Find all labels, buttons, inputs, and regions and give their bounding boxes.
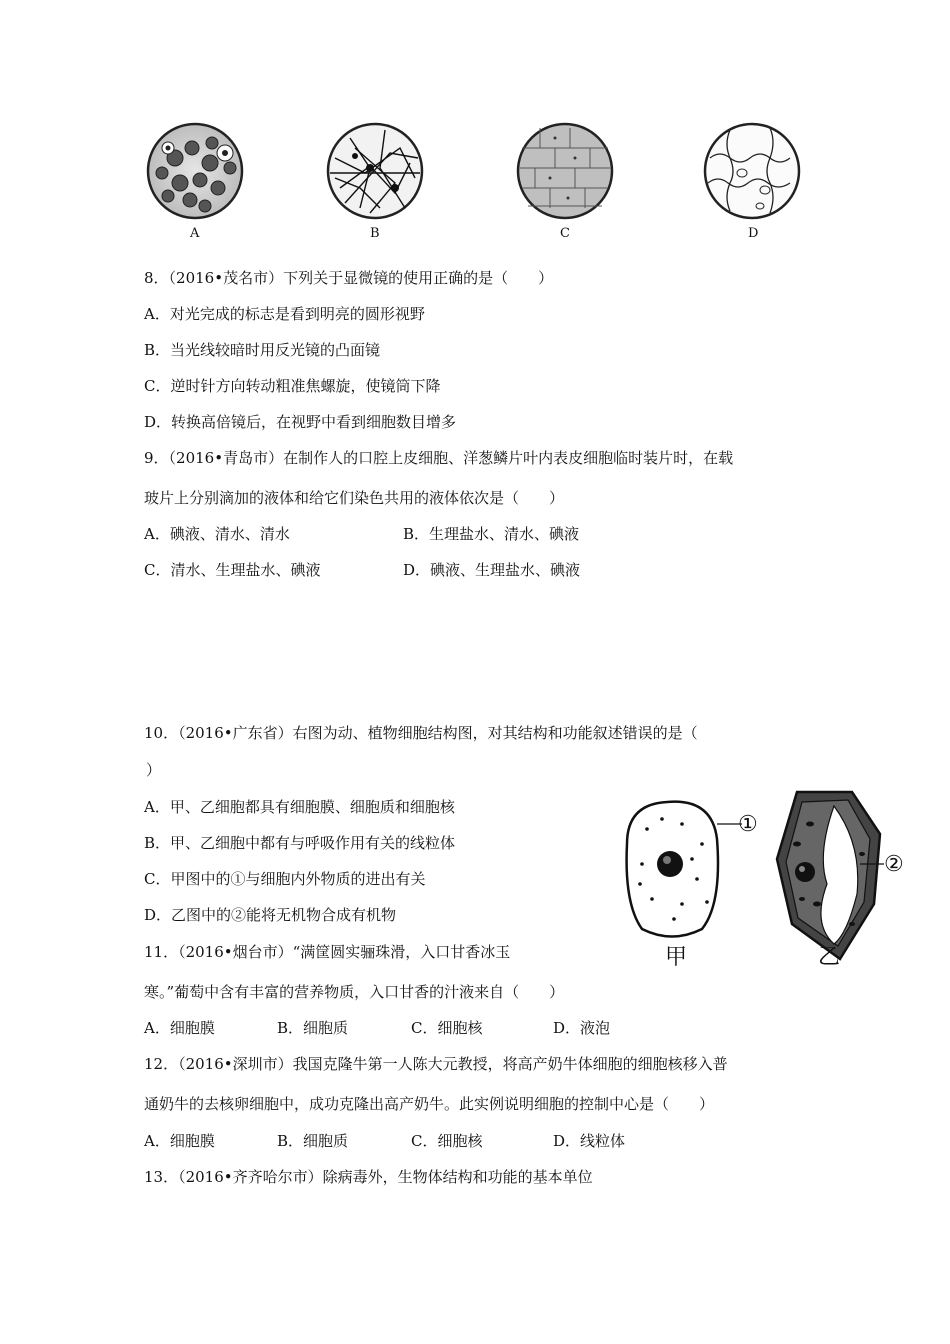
- question-8-option-b: B．当光线较暗时用反光镜的凸面镜: [144, 341, 381, 359]
- question-12-option-d: D．线粒体: [553, 1132, 626, 1150]
- question-11-stem-line-2: 寒。”葡萄中含有丰富的营养物质，入口甘香的汁液来自（ ）: [144, 983, 565, 1001]
- question-11-option-c: C．细胞核: [411, 1019, 483, 1037]
- question-8-option-a: A．对光完成的标志是看到明亮的圆形视野: [144, 305, 425, 323]
- question-9-option-b: B．生理盐水、清水、碘液: [403, 525, 580, 543]
- question-12-option-c: C．细胞核: [411, 1132, 483, 1150]
- plant-cell-label: 乙: [818, 945, 841, 970]
- question-13-stem: 13．（2016•齐齐哈尔市）除病毒外，生物体结构和功能的基本单位: [144, 1168, 593, 1186]
- question-9-stem-line-1: 9．（2016•青岛市）在制作人的口腔上皮细胞、洋葱鳞片叶内表皮细胞临时装片时，在载: [144, 449, 734, 467]
- micrograph-label-b: B: [370, 226, 380, 241]
- question-10-option-a: A．甲、乙细胞都具有细胞膜、细胞质和细胞核: [144, 798, 455, 816]
- question-8-option-c: C．逆时针方向转动粗准焦螺旋，使镜筒下降: [144, 377, 441, 395]
- micrograph-c-epidermis: [518, 124, 612, 218]
- question-11-option-a: A．细胞膜: [144, 1019, 215, 1037]
- question-9-option-d: D．碘液、生理盐水、碘液: [403, 561, 581, 579]
- micrograph-label-a: A: [190, 226, 200, 241]
- question-9-option-c: C．清水、生理盐水、碘液: [144, 561, 321, 579]
- question-10-option-b: B．甲、乙细胞中都有与呼吸作用有关的线粒体: [144, 834, 456, 852]
- micrograph-b-nerve: [328, 124, 422, 218]
- plant-cell-diagram: [777, 792, 884, 959]
- question-8-stem: 8．（2016•茂名市）下列关于显微镜的使用正确的是（ ）: [144, 269, 554, 287]
- micrograph-a-blood: [148, 124, 242, 218]
- question-10-option-d: D．乙图中的②能将无机物合成有机物: [144, 906, 397, 924]
- question-11-option-b: B．细胞质: [277, 1019, 349, 1037]
- question-12-stem-line-2: 通奶牛的去核卵细胞中，成功克隆出高产奶牛。此实例说明细胞的控制中心是（ ）: [144, 1095, 715, 1113]
- micrograph-figure: [130, 118, 830, 248]
- question-9-option-a: A．碘液、清水、清水: [144, 525, 290, 543]
- micrograph-d-cells: [705, 124, 799, 218]
- marker-2: ②: [884, 852, 904, 877]
- question-10-option-c: C．甲图中的①与细胞内外物质的进出有关: [144, 870, 426, 888]
- question-8-option-d: D．转换高倍镜后，在视野中看到细胞数目增多: [144, 413, 457, 431]
- question-10-stem-line-2: ）: [146, 761, 162, 779]
- question-11-stem-line-1: 11．（2016•烟台市）“满筐圆实骊珠滑，入口甘香冰玉: [144, 943, 511, 961]
- question-12-stem-line-1: 12．（2016•深圳市）我国克隆牛第一人陈大元教授，将高产奶牛体细胞的细胞核移入普: [144, 1055, 728, 1073]
- micrograph-label-c: C: [560, 226, 570, 241]
- marker-1: ①: [738, 812, 758, 837]
- animal-cell-label: 甲: [665, 945, 688, 970]
- question-12-option-a: A．细胞膜: [144, 1132, 215, 1150]
- question-11-option-d: D．液泡: [553, 1019, 611, 1037]
- micrograph-label-d: D: [748, 226, 759, 241]
- animal-cell-diagram: [627, 802, 742, 937]
- question-12-option-b: B．细胞质: [277, 1132, 349, 1150]
- question-9-stem-line-2: 玻片上分别滴加的液体和给它们染色共用的液体依次是（ ）: [144, 489, 565, 507]
- question-10-stem-line-1: 10．（2016•广东省）右图为动、植物细胞结构图，对其结构和功能叙述错误的是（: [144, 724, 698, 742]
- cell-structure-figure: [612, 784, 912, 974]
